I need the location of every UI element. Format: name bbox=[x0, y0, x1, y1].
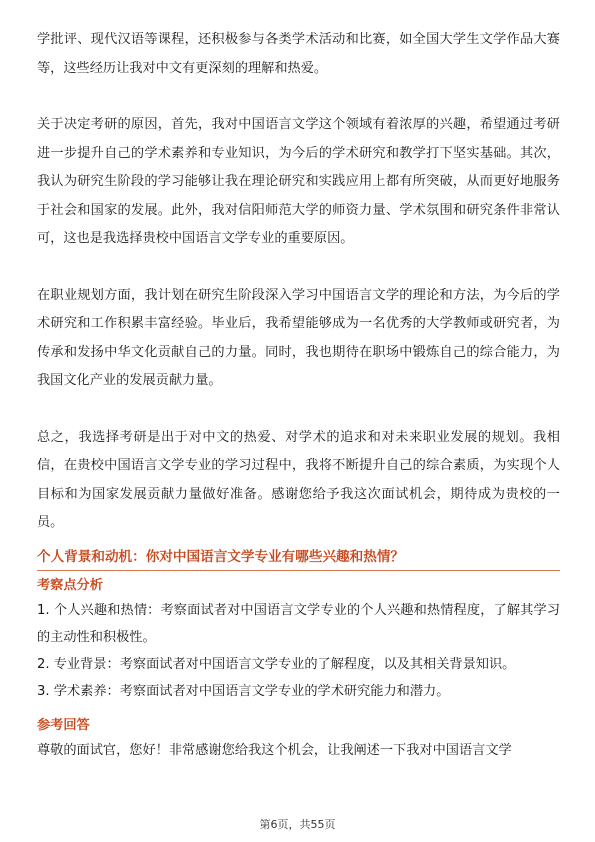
paragraph-career: 在职业规划方面，我计划在研究生阶段深入学习中国语言文学的理论和方法，为今后的学术研究和工作积累丰富经验。毕业后，我希望能够成为一名优秀的大学教师或研究者，为传承和发扬中华文化贡献自己的力量。同时，我也期待在职场中锻炼自己的综合能力，为我国文化产业的发展贡献力量。 bbox=[37, 287, 560, 388]
paragraph-reasons: 关于决定考研的原因，首先，我对中国语言文学这个领域有着浓厚的兴趣，希望通过考研进一步提升自己的学术素养和专业知识，为今后的学术研究和教学打下坚实基础。其次，我认为研究生阶段的学习能够让我在理论研究和实践应用上都有所突破，从而更好地服务于社会和国家的发展。此外，我对信阳师范大学的师资力量、学术氛围和研究条件非常认可，这也是我选择贵校中国语言文学专业的重要原因。 bbox=[37, 117, 560, 246]
document-body bbox=[37, 26, 560, 764]
answer-heading: 参考回答 bbox=[37, 717, 90, 733]
paragraph-conclusion: 总之，我选择考研是出于对中文的热爱、对学术的追求和对未来职业发展的规划。我相信，在贵校中国语言文学专业的学习过程中，我将不断提升自己的综合素质，为实现个人目标和为国家发展贡献力量做好准备。感谢您给予我这次面试机会，期待成为贵校的一员。 bbox=[37, 429, 560, 530]
question-title: 个人背景和动机：你对中国语言文学专业有哪些兴趣和热情？ bbox=[37, 547, 560, 571]
analysis-point: 1. 个人兴趣和热情：考察面试者对中国语言文学专业的个人兴趣和热情程度，了解其学习的主动性和积极性。 bbox=[37, 602, 560, 645]
answer-text: 尊敬的面试官，您好！非常感谢您给我这个机会，让我阐述一下我对中国语言文学 bbox=[37, 742, 512, 758]
paragraph-courses: 学批评、现代汉语等课程，还积极参与各类学术活动和比赛，如全国大学生文学作品大赛等，这些经历让我对中文有更深刻的理解和热爱。 bbox=[37, 32, 560, 76]
analysis-point: 2. 专业背景：考察面试者对中国语言文学专业的了解程度，以及其相关背景知识。 bbox=[37, 656, 516, 672]
analysis-heading: 考察点分析 bbox=[37, 577, 103, 593]
analysis-point: 3. 学术素养：考察面试者对中国语言文学专业的学术研究能力和潜力。 bbox=[37, 683, 450, 699]
page-number: 第6页，共55页 bbox=[259, 818, 336, 831]
